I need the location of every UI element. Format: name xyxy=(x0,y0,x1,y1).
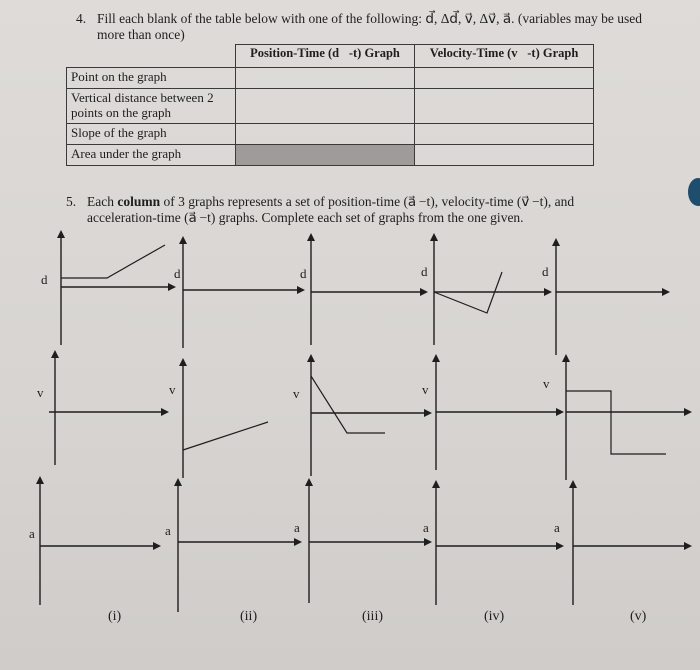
axis-label-a-col1: a xyxy=(29,526,35,541)
question-4-number: 4. xyxy=(76,11,87,26)
column-5-velocity-graph xyxy=(566,356,690,480)
axis-label-v-col3: v xyxy=(293,386,300,401)
column-label-ii: (ii) xyxy=(240,609,258,624)
axis-label-a-col2: a xyxy=(165,523,171,538)
column-2-acceleration-graph[interactable] xyxy=(178,480,300,612)
column-5-velocity-curve xyxy=(566,391,666,454)
column-4-acceleration-graph[interactable] xyxy=(436,482,562,605)
column-label-iii: (iii) xyxy=(362,609,383,624)
column-4-velocity-graph[interactable] xyxy=(436,356,562,470)
column-3-velocity-graph xyxy=(311,356,430,476)
question-4-text-line2: more than once) xyxy=(97,27,185,42)
column-2-position-graph[interactable] xyxy=(183,238,303,348)
axis-label-d-col3: d xyxy=(300,266,307,281)
axis-label-a-col5: a xyxy=(554,520,560,535)
column-1-acceleration-graph[interactable] xyxy=(40,478,159,605)
question-5-text-post: of 3 graphs represents a set of position-time (a⃗ −t), velocity-time (v⃗ −t), and xyxy=(160,194,575,209)
row-label-area: Area under the graph xyxy=(67,145,236,166)
column-1-velocity-graph[interactable] xyxy=(49,352,167,465)
question-5-text-bold: column xyxy=(117,194,161,209)
question-5-text-line2: acceleration-time (a⃗ −t) graphs. Complete each set of graphs from the one given. xyxy=(87,210,524,225)
axis-label-v-col5: v xyxy=(543,376,550,391)
question-4-text-line1: Fill each blank of the table below with one of the following: d⃗, Δd⃗, v⃗, Δv⃗, a⃗. (variables may be used xyxy=(97,11,643,26)
column-5-position-graph[interactable] xyxy=(556,240,668,355)
column-2-velocity-curve xyxy=(183,422,268,450)
header-position-time: Position-Time (d⃗-t) Graph xyxy=(236,45,415,68)
column-1-position-curve xyxy=(61,245,165,278)
column-3-position-graph[interactable] xyxy=(311,235,426,345)
row-label-point: Point on the graph xyxy=(67,68,236,89)
column-3-acceleration-graph[interactable] xyxy=(309,480,430,603)
column-label-v: (v) xyxy=(630,609,647,624)
row-label-slope: Slope of the graph xyxy=(67,124,236,145)
column-5-acceleration-graph[interactable] xyxy=(573,482,690,605)
header-velocity-time: Velocity-Time (v⃗-t) Graph xyxy=(415,45,594,68)
axis-label-v-col4: v xyxy=(422,382,429,397)
axis-label-v-col2: v xyxy=(169,382,176,397)
column-4-position-graph xyxy=(434,235,550,345)
row-label-vertical-distance-line2: points on the graph xyxy=(71,105,172,120)
axis-label-d-col4: d xyxy=(421,264,428,279)
column-1-position-graph xyxy=(61,232,174,345)
column-label-i: (i) xyxy=(108,609,122,624)
axis-label-a-col4: a xyxy=(423,520,429,535)
axis-label-d-col1: d xyxy=(41,272,48,287)
column-3-velocity-curve xyxy=(311,376,385,433)
row-label-vertical-distance-line1: Vertical distance between 2 xyxy=(71,90,214,105)
axis-label-d-col5: d xyxy=(542,264,549,279)
column-label-iv: (iv) xyxy=(484,609,505,624)
axis-label-a-col3: a xyxy=(294,520,300,535)
axis-label-d-col2: d xyxy=(174,266,181,281)
question-5-number: 5. xyxy=(66,194,77,209)
column-2-velocity-graph xyxy=(183,360,268,478)
question-5-text-pre: Each xyxy=(87,194,118,209)
axis-label-v-col1: v xyxy=(37,385,44,400)
